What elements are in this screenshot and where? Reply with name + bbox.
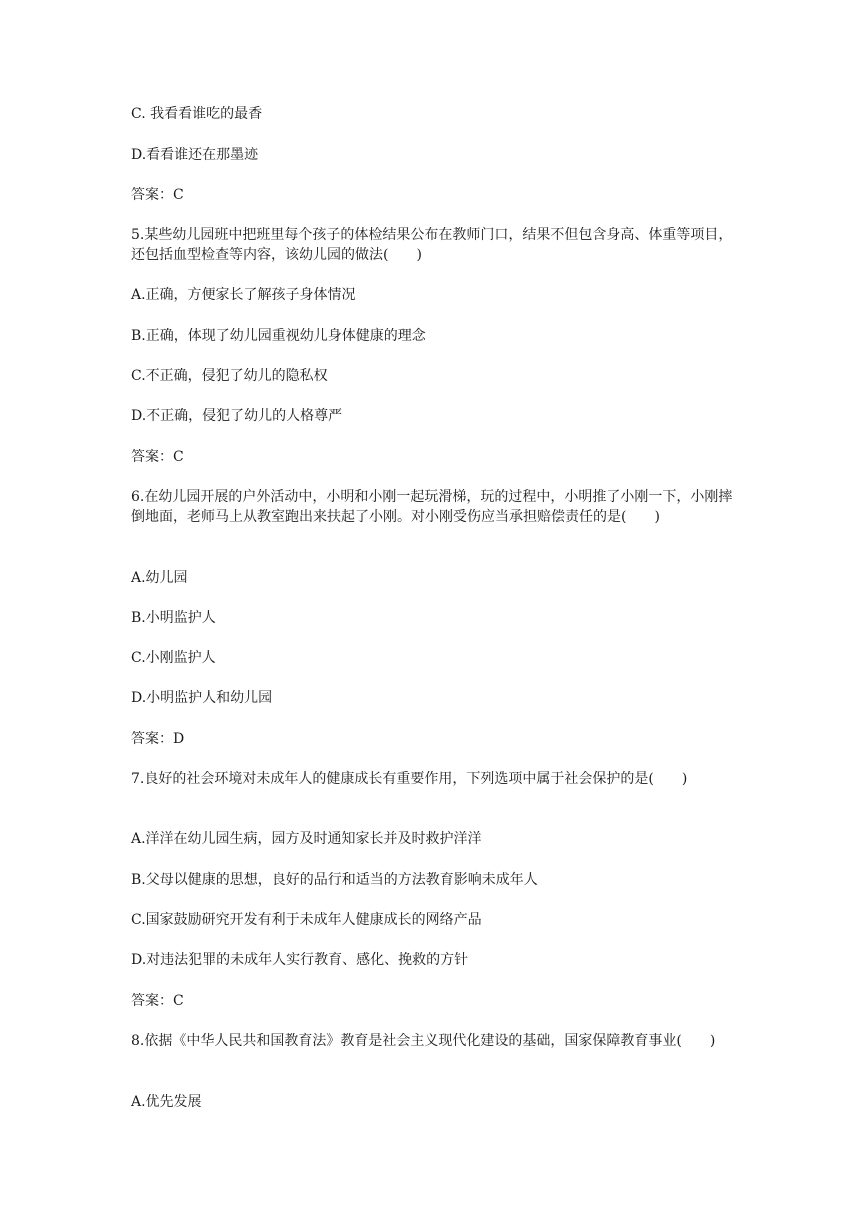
q7-answer: 答案：C xyxy=(131,993,184,1009)
q6-option-b: B.小明监护人 xyxy=(131,610,216,626)
q4-answer: 答案：C xyxy=(131,187,184,203)
q4-option-d: D.看看谁还在那墨迹 xyxy=(131,147,259,163)
q5-answer: 答案：C xyxy=(131,449,184,465)
q5-option-a: A.正确，方便家长了解孩子身体情况 xyxy=(131,287,356,303)
q6-answer: 答案：D xyxy=(131,731,185,747)
q7-option-b: B.父母以健康的思想，良好的品行和适当的方法教育影响未成年人 xyxy=(131,872,538,888)
q5-stem: 5.某些幼儿园班中把班里每个孩子的体检结果公布在教师门口，结果不但包含身高、体重等项目，还包括血型检查等内容，该幼儿园的做法( ) xyxy=(131,227,733,263)
q7-stem: 7.良好的社会环境对未成年人的健康成长有重要作用，下列选项中属于社会保护的是( ) xyxy=(131,771,688,787)
q7-option-c: C.国家鼓励研究开发有利于未成年人健康成长的网络产品 xyxy=(131,912,482,928)
q5-option-d: D.不正确，侵犯了幼儿的人格尊严 xyxy=(131,408,343,424)
q6-option-a: A.幼儿园 xyxy=(131,570,188,586)
q5-option-c: C.不正确，侵犯了幼儿的隐私权 xyxy=(131,368,328,384)
q8-option-a: A.优先发展 xyxy=(131,1094,202,1110)
q6-option-c: C.小刚监护人 xyxy=(131,650,216,666)
q6-option-d: D.小明监护人和幼儿园 xyxy=(131,690,273,706)
q5-option-b: B.正确，体现了幼儿园重视幼儿身体健康的理念 xyxy=(131,328,426,344)
q4-option-c: C. 我看看谁吃的最香 xyxy=(131,106,263,122)
q8-stem: 8.依据《中华人民共和国教育法》教育是社会主义现代化建设的基础，国家保障教育事业( ) xyxy=(131,1033,716,1049)
q7-option-a: A.洋洋在幼儿园生病，园方及时通知家长并及时救护洋洋 xyxy=(131,831,482,847)
q6-stem: 6.在幼儿园开展的户外活动中，小明和小刚一起玩滑梯，玩的过程中，小明推了小刚一下，小刚摔倒地面，老师马上从教室跑出来扶起了小刚。对小刚受伤应当承担赔偿责任的是( ) xyxy=(131,489,733,525)
q7-option-d: D.对违法犯罪的未成年人实行教育、感化、挽救的方针 xyxy=(131,952,469,968)
